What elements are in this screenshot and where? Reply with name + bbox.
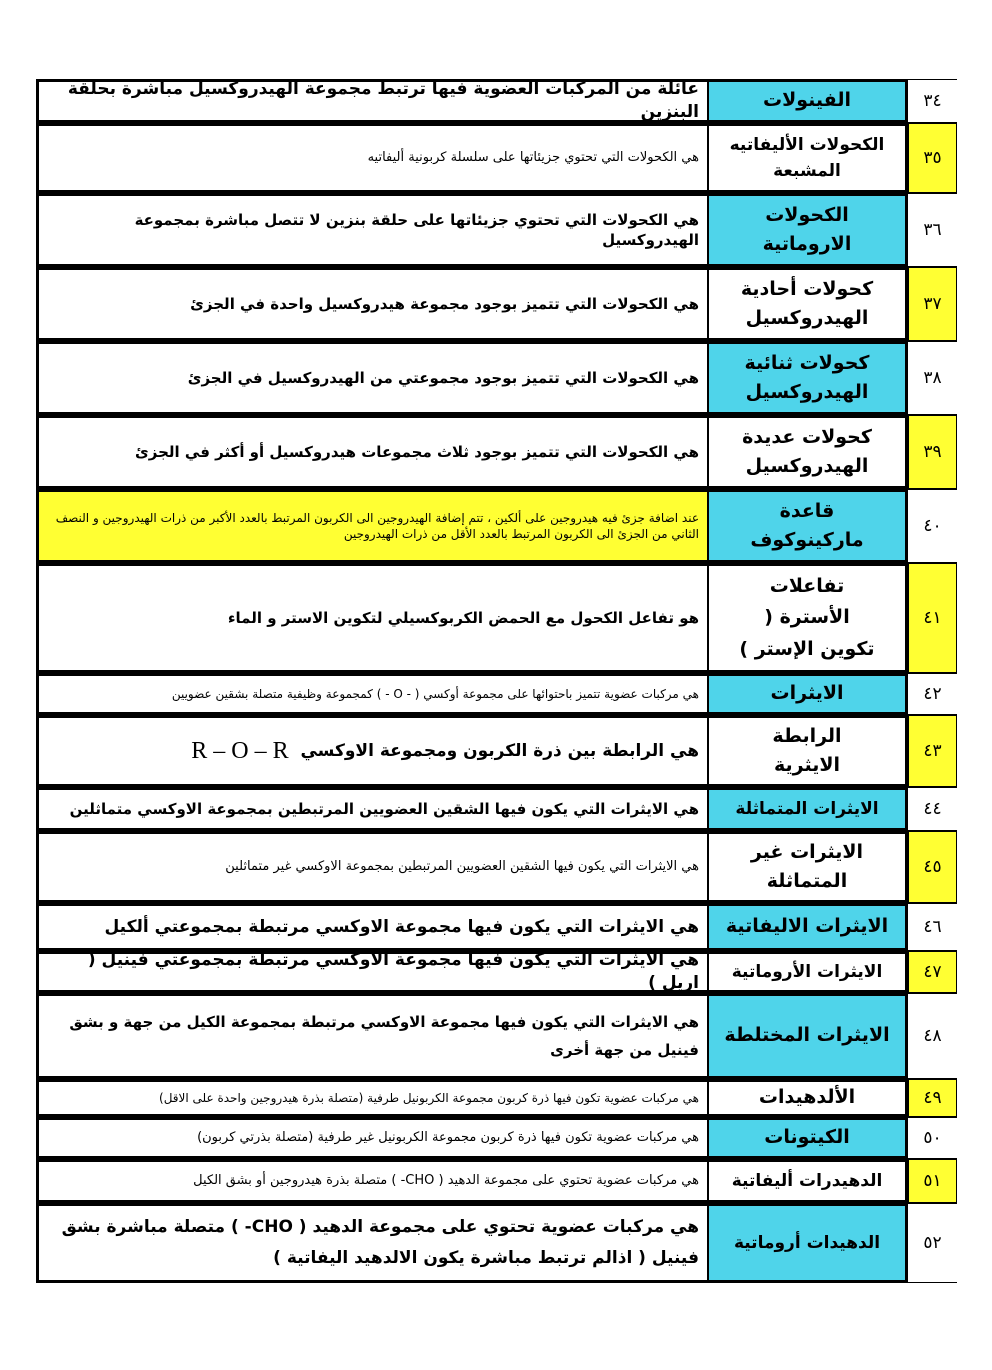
term-cell: الايثرات المتماثلة bbox=[708, 787, 908, 831]
table-row bbox=[36, 79, 957, 123]
term-cell: كحولات عديدة الهيدروكسيل bbox=[708, 415, 908, 489]
row-number: ٤٠ bbox=[908, 489, 957, 563]
definition-cell: هي الكحولات التي تتميز بوجود مجموعة هيدروكسيل واحدة في الجزئ bbox=[36, 267, 708, 341]
definition-cell: عائلة من المركبات العضوية فيها ترتبط مجموعة الهيدروكسيل مباشرة بحلقة البنزين bbox=[36, 79, 708, 123]
definition-cell: هي الايثرات التي يكون فيها مجموعة الاوكسي مرتبطة بمجموعتي ألكيل bbox=[36, 903, 708, 951]
row-number: ٤٦ bbox=[908, 903, 957, 951]
row-number: ٣٥ bbox=[908, 123, 957, 193]
row-number: ٣٩ bbox=[908, 415, 957, 489]
term-cell: الايثرات bbox=[708, 673, 908, 715]
table-row bbox=[36, 1117, 957, 1159]
definition-cell: هي الايثرات التي يكون فيها مجموعة الاوكسي مرتبطة بمجموعتي فينيل ( اريل ) bbox=[36, 951, 708, 993]
table-row bbox=[36, 1159, 957, 1203]
table-row bbox=[36, 123, 957, 193]
term-cell: الدهيدات أروماتية bbox=[708, 1203, 908, 1283]
term-cell: كحولات ثنائية الهيدروكسيل bbox=[708, 341, 908, 415]
term-cell: قاعدة ماركينوكوف bbox=[708, 489, 908, 563]
term-cell: الكحولات الاروماتية bbox=[708, 193, 908, 267]
row-number: ٤٢ bbox=[908, 673, 957, 715]
row-number: ٤٥ bbox=[908, 831, 957, 903]
row-number: ٣٧ bbox=[908, 267, 957, 341]
definition-cell: هي الكحولات التي تحتوي جزيئاتها على حلقة بنزين لا تتصل مباشرة بمجموعة الهيدروكسيل bbox=[36, 193, 708, 267]
row-number: ٤٤ bbox=[908, 787, 957, 831]
row-number: ٤٩ bbox=[908, 1079, 957, 1117]
table-row bbox=[36, 787, 957, 831]
definition-cell: هي مركبات عضوية تحتوي على مجموعة الدهيد ( CHO- ) متصلة مباشرة بشق فينيل ( اذالم ترتبط مباشرة يكون الالدهيد اليفاتية ) bbox=[36, 1203, 708, 1283]
definition-cell: هي الايثرات التي يكون فيها مجموعة الاوكسي مرتبطة بمجموعة الكيل من جهة و بشق فينيل من جهة أخرى bbox=[36, 993, 708, 1079]
term-cell: الفينولات bbox=[708, 79, 908, 123]
row-number: ٥٠ bbox=[908, 1117, 957, 1159]
row-number: ٤٣ bbox=[908, 715, 957, 787]
term-cell: الكحولات الأليفاتيه المشبعة bbox=[708, 123, 908, 193]
row-number: ٣٤ bbox=[908, 79, 957, 123]
definition-cell: هي مركبات عضوية تكون فيها ذرة كربون مجموعة الكربونيل غير طرفية (متصلة بذرتي كربون) bbox=[36, 1117, 708, 1159]
row-number: ٥١ bbox=[908, 1159, 957, 1203]
definition-cell: هي الكحولات التي تحتوي جزيئاتها على سلسلة كربونية أليفاتيه bbox=[36, 123, 708, 193]
table-row bbox=[36, 831, 957, 903]
definition-cell: هي الكحولات التي تتميز بوجود ثلاث مجموعات هيدروكسيل أو أكثر في الجزئ bbox=[36, 415, 708, 489]
glossary-table bbox=[36, 79, 957, 1283]
ether-formula: R – O – R bbox=[191, 737, 289, 764]
table-row bbox=[36, 267, 957, 341]
row-number: ٤٨ bbox=[908, 993, 957, 1079]
table-row bbox=[36, 341, 957, 415]
term-cell: تفاعلات الأسترة ( تكوين الإستر ) bbox=[708, 563, 908, 673]
term-cell: الرابطة الايثرية bbox=[708, 715, 908, 787]
table-row bbox=[36, 993, 957, 1079]
definition-cell: هي مركبات عضوية تتميز باحتوائها على مجموعة أوكسي ( - O - ) كمجموعة وظيفية متصلة بشقين عضويين bbox=[36, 673, 708, 715]
table-row bbox=[36, 1203, 957, 1283]
table-row bbox=[36, 415, 957, 489]
table-row bbox=[36, 715, 957, 787]
term-cell: الايثرات غير المتماثلة bbox=[708, 831, 908, 903]
row-number: ٤١ bbox=[908, 563, 957, 673]
term-cell: الايثرات المختلطة bbox=[708, 993, 908, 1079]
term-cell: الايثرات الاليفاتية bbox=[708, 903, 908, 951]
definition-cell: هي مركبات عضوية تكون فيها ذرة كربون مجموعة الكربونيل طرفية (متصلة بذرة هيدروجين واحدة على الاقل) bbox=[36, 1079, 708, 1117]
table-row bbox=[36, 193, 957, 267]
term-cell: كحولات أحادية الهيدروكسيل bbox=[708, 267, 908, 341]
term-cell: الدهيدرات أليفاتية bbox=[708, 1159, 908, 1203]
table-row bbox=[36, 673, 957, 715]
table-row bbox=[36, 489, 957, 563]
row-number: ٥٢ bbox=[908, 1203, 957, 1283]
definition-cell: هو تفاعل الكحول مع الحمض الكربوكسيلي لتكوين الاستر و الماء bbox=[36, 563, 708, 673]
row-number: ٣٨ bbox=[908, 341, 957, 415]
row-number: ٤٧ bbox=[908, 951, 957, 993]
definition-cell: عند اضافة جزئ فيه هيدروجين على ألكين ، تتم إضافة الهيدروجين الى الكربون المرتبط بالعدد الأكبر من ذرات الهيدروجين و النصف الثاني من الجزئ الى الكربون المرتبط بالعدد الأقل من ذرات الهيدروجين bbox=[36, 489, 708, 563]
term-cell: الألدهيدات bbox=[708, 1079, 908, 1117]
table-row bbox=[36, 951, 957, 993]
definition-cell: هي مركبات عضوية تحتوي على مجموعة الدهيد ( CHO- ) متصلة بذرة هيدروجين أو بشق الكيل bbox=[36, 1159, 708, 1203]
table-row bbox=[36, 903, 957, 951]
table-row bbox=[36, 1079, 957, 1117]
definition-cell: هي الرابطة بين ذرة الكربون ومجموعة الاوكسي R – O – R bbox=[36, 715, 708, 787]
table-row bbox=[36, 563, 957, 673]
term-cell: الكيتونات bbox=[708, 1117, 908, 1159]
definition-cell: هي الايثرات التي يكون فيها الشقين العضويين المرتبطين بمجموعة الاوكسي متماثلين bbox=[36, 787, 708, 831]
definition-cell: هي الايثرات التي يكون فيها الشقين العضويين المرتبطين بمجموعة الاوكسي غير متماثلين bbox=[36, 831, 708, 903]
term-cell: الايثرات الأروماتية bbox=[708, 951, 908, 993]
row-number: ٣٦ bbox=[908, 193, 957, 267]
definition-cell: هي الكحولات التي تتميز بوجود مجموعتي من الهيدروكسيل في الجزئ bbox=[36, 341, 708, 415]
